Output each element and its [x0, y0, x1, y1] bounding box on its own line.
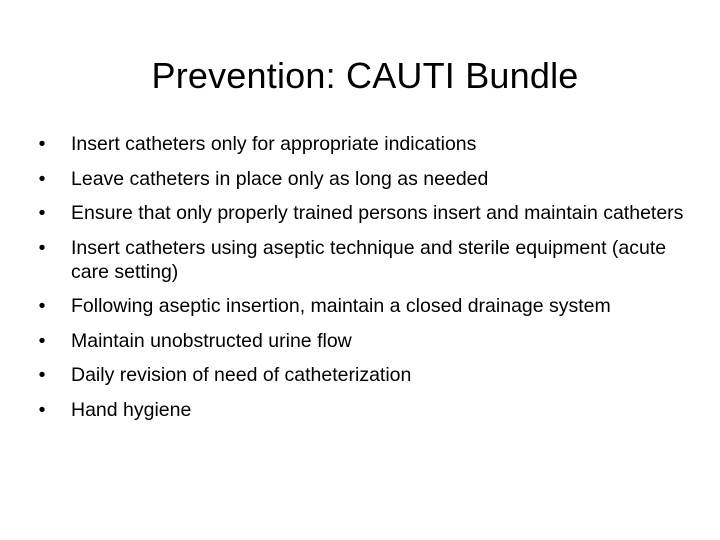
bullet-text: Leave catheters in place only as long as needed [71, 167, 489, 190]
slide-title: Prevention: CAUTI Bundle [151, 55, 579, 96]
bullet-text: Daily revision of need of catheterization [71, 364, 412, 386]
bullet-marker: • [38, 329, 46, 352]
bullet-marker: • [38, 236, 46, 259]
bullet-text: Ensure that only properly trained persons insert and maintain catheters [71, 202, 684, 224]
bullet-item [36, 127, 696, 162]
bullet-item [36, 324, 696, 359]
bullet-marker: • [38, 202, 46, 224]
bullet-text: Maintain unobstructed urine flow [71, 329, 352, 352]
bullet-item [36, 196, 696, 231]
bullet-marker: • [38, 398, 46, 421]
bullet-item [36, 162, 696, 197]
bullet-marker: • [38, 364, 46, 386]
bullet-item [36, 358, 696, 393]
bullet-text: Insert catheters using aseptic technique and sterile equipment (acute care setting) [71, 236, 667, 283]
bullet-marker: • [38, 167, 46, 190]
bullet-item [36, 231, 696, 290]
bullet-item [36, 289, 696, 324]
bullet-text: Hand hygiene [71, 398, 192, 421]
bullet-list [36, 127, 696, 427]
bullet-text: Insert catheters only for appropriate indications [71, 133, 477, 155]
bullet-marker: • [38, 295, 46, 317]
bullet-marker: • [38, 133, 46, 155]
bullet-item [36, 393, 696, 428]
bullet-text: Following aseptic insertion, maintain a closed drainage system [71, 295, 611, 317]
